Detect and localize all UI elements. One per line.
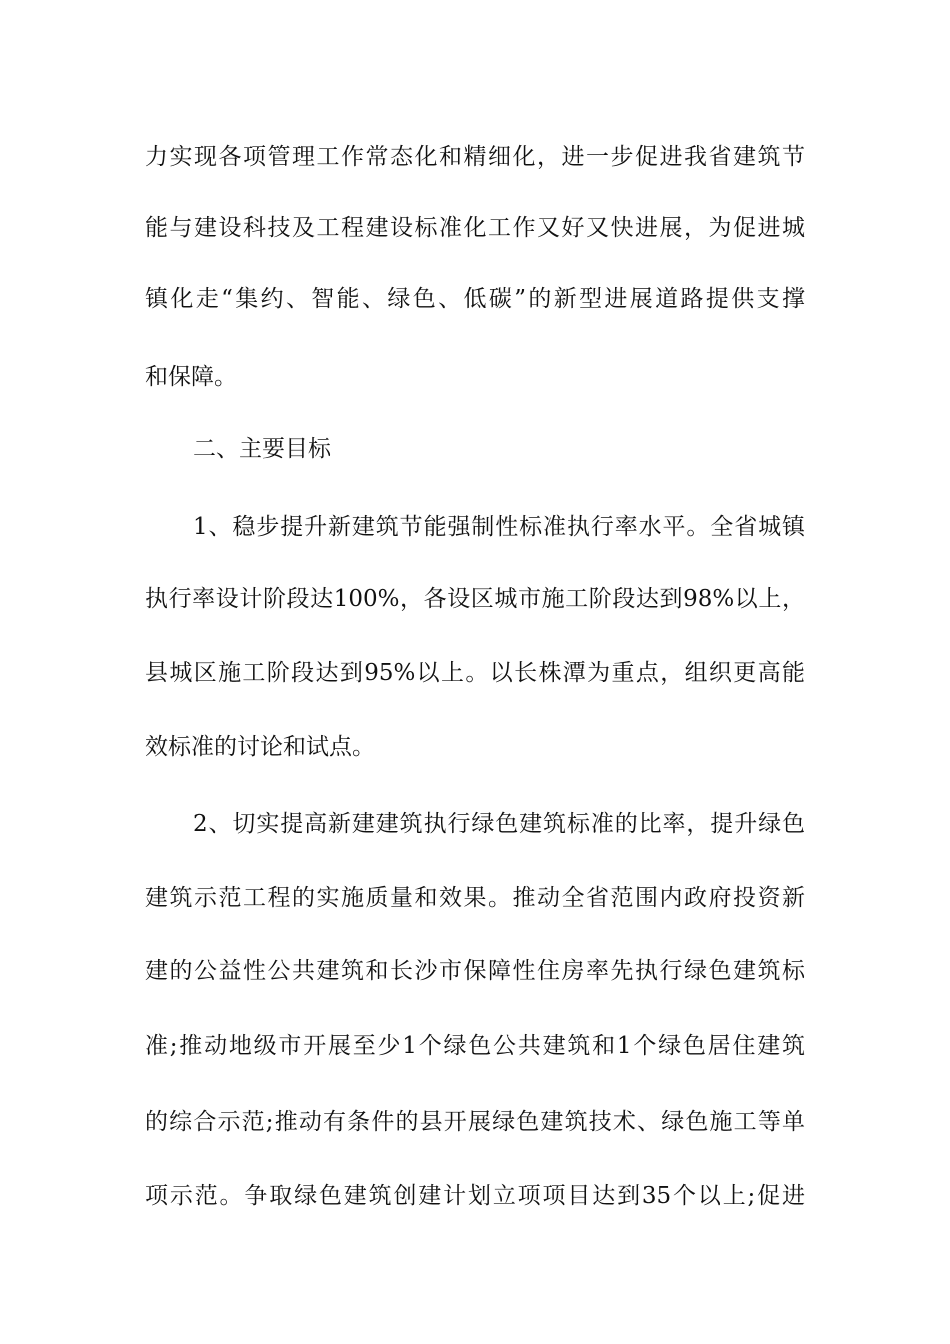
paragraph-line: 和保障。: [145, 364, 237, 390]
paragraph-line: 项示范。争取绿色建筑创建计划立项项目达到35个以上;促进: [145, 1183, 805, 1209]
section-heading: 二、主要目标: [193, 436, 331, 462]
paragraph-line: 2、切实提高新建建筑执行绿色建筑标准的比率，提升绿色: [193, 811, 805, 837]
paragraph-line: 准;推动地级市开展至少1个绿色公共建筑和1个绿色居住建筑: [145, 1033, 805, 1059]
paragraph-line: 力实现各项管理工作常态化和精细化，进一步促进我省建筑节: [145, 144, 805, 170]
paragraph-line: 建的公益性公共建筑和长沙市保障性住房率先执行绿色建筑标: [145, 958, 805, 984]
paragraph-line: 镇化走“集约、智能、绿色、低碳”的新型进展道路提供支撑: [145, 286, 805, 312]
paragraph-line: 执行率设计阶段达100%，各设区城市施工阶段达到98%以上，: [145, 586, 805, 612]
paragraph-line: 能与建设科技及工程建设标准化工作又好又快进展，为促进城: [145, 215, 805, 241]
paragraph-line: 建筑示范工程的实施质量和效果。推动全省范围内政府投资新: [145, 885, 805, 911]
paragraph-line: 效标准的讨论和试点。: [145, 734, 375, 760]
paragraph-line: 的综合示范;推动有条件的县开展绿色建筑技术、绿色施工等单: [145, 1109, 805, 1135]
paragraph-line: 1、稳步提升新建筑节能强制性标准执行率水平。全省城镇: [193, 514, 805, 540]
paragraph-line: 县城区施工阶段达到95%以上。以长株潭为重点，组织更高能: [145, 660, 805, 686]
